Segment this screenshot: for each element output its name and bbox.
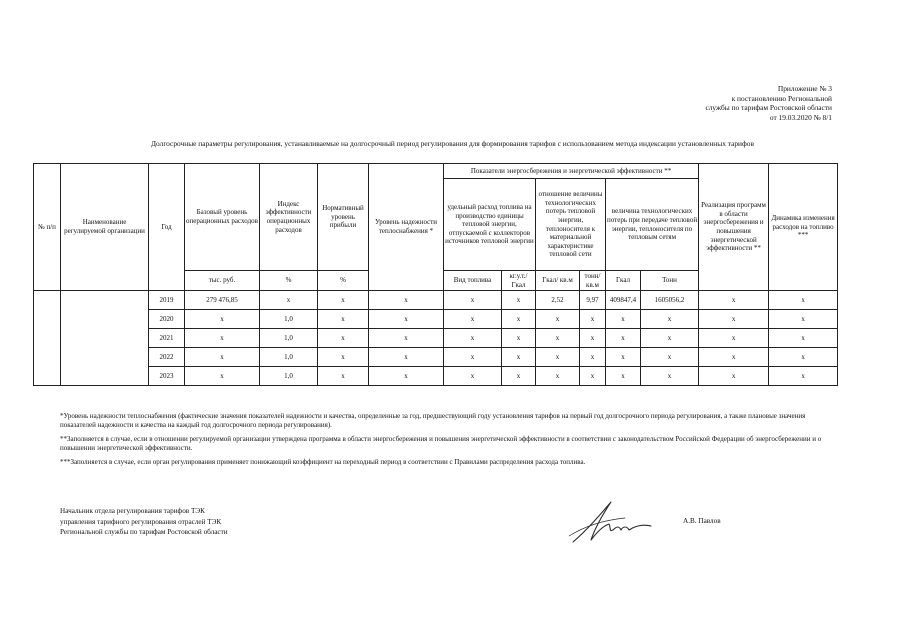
cell-fuel-rate: x	[502, 291, 536, 310]
cell-profit: x	[318, 367, 369, 386]
row-org-cell	[61, 291, 149, 386]
cell-programs: x	[699, 348, 769, 367]
cell-fuel-kind: x	[444, 291, 502, 310]
cell-reliability: x	[369, 348, 444, 367]
cell-year: 2019	[149, 291, 185, 310]
cell-reliability: x	[369, 310, 444, 329]
header-technological-losses: величина технологических потерь при передаче тепловой энергии, теплоносителя по тепловым сетям	[606, 179, 699, 271]
cell-index: 1,0	[260, 367, 318, 386]
cell-losses-heat: x	[606, 310, 641, 329]
cell-losses-heat: 409847,4	[606, 291, 641, 310]
cell-losses-heat: x	[606, 348, 641, 367]
cell-fuel-kind: x	[444, 329, 502, 348]
cell-fuel-kind: x	[444, 367, 502, 386]
appendix-line-3: службы по тарифам Ростовской области	[705, 103, 832, 113]
cell-base: 279 476,85	[185, 291, 260, 310]
unit-loss-ratio-heat: Гкал/ кв.м	[536, 271, 580, 291]
cell-loss-ratio-heat: 2,52	[536, 291, 580, 310]
appendix-header	[705, 84, 832, 122]
handwritten-signature	[565, 496, 657, 548]
cell-base: x	[185, 367, 260, 386]
signatory-line-2: управления тарифного регулирования отраслей ТЭК	[60, 517, 222, 526]
header-efficiency-index: Индекс эффективности операционных расходов	[260, 164, 318, 271]
unit-base: тыс. руб.	[185, 271, 260, 291]
parameters-table	[33, 163, 838, 386]
cell-programs: x	[699, 367, 769, 386]
header-fuel-dynamics: Динамика изменения расходов на топливо ***	[769, 164, 838, 291]
cell-losses-heat: x	[606, 367, 641, 386]
cell-fuel-kind: x	[444, 348, 502, 367]
cell-reliability: x	[369, 291, 444, 310]
table-row	[34, 310, 838, 329]
unit-losses-heat: Гкал	[606, 271, 641, 291]
cell-dynamics: x	[769, 348, 838, 367]
cell-loss-ratio-heat: x	[536, 329, 580, 348]
cell-losses-carrier: x	[641, 367, 699, 386]
cell-dynamics: x	[769, 310, 838, 329]
table-row	[34, 329, 838, 348]
header-reliability: Уровень надежности теплоснабжения *	[369, 164, 444, 291]
signatory-position	[60, 506, 228, 538]
header-loss-ratio: отношение величины технологических потерь тепловой энергии, теплоносителя к материальной характеристике тепловой сети	[536, 179, 606, 271]
header-programs: Реализация программ в области энергосбережения и повышения энергетической эффективности **	[699, 164, 769, 291]
cell-fuel-rate: x	[502, 348, 536, 367]
footnote-2: **Заполняется в случае, если в отношении регулируемой организации утверждена программа в области энергосбережения и повышения энергетической эффективности в соответствии с законодательством Российской Федерации об энергосбережении и о повышении энергетической эффективности.	[60, 434, 822, 453]
appendix-line-2: к постановлению Региональной	[731, 93, 832, 103]
cell-base: x	[185, 348, 260, 367]
unit-index: %	[260, 271, 318, 291]
cell-index: 1,0	[260, 348, 318, 367]
cell-programs: x	[699, 291, 769, 310]
table-row	[34, 367, 838, 386]
signatory-line-1: Начальник отдела регулирования тарифов ТЭК	[60, 507, 205, 515]
header-profit-level: Нормативный уровень прибыли	[318, 164, 369, 271]
cell-year: 2023	[149, 367, 185, 386]
cell-loss-ratio-carrier: x	[580, 310, 606, 329]
cell-loss-ratio-heat: x	[536, 310, 580, 329]
cell-index: 1,0	[260, 329, 318, 348]
header-energy-indicators: Показатели энергосбережения и энергетической эффективности **	[444, 164, 699, 179]
table-row	[34, 348, 838, 367]
header-base-costs: Базовый уровень операционных расходов	[185, 164, 260, 271]
cell-dynamics: x	[769, 329, 838, 348]
cell-losses-heat: x	[606, 329, 641, 348]
unit-fuel-rate: кг.у.т./Гкал	[502, 271, 536, 291]
appendix-line-1: Приложение № 3	[777, 84, 832, 93]
signatory-line-3: Региональной службы по тарифам Ростовской области	[60, 528, 228, 537]
cell-year: 2022	[149, 348, 185, 367]
cell-base: x	[185, 329, 260, 348]
unit-profit: %	[318, 271, 369, 291]
cell-index: x	[260, 291, 318, 310]
table-row	[34, 291, 838, 310]
cell-fuel-rate: x	[502, 367, 536, 386]
cell-losses-carrier: x	[641, 310, 699, 329]
cell-loss-ratio-heat: x	[536, 348, 580, 367]
cell-profit: x	[318, 291, 369, 310]
row-num-cell	[34, 291, 61, 386]
cell-profit: x	[318, 310, 369, 329]
cell-fuel-rate: x	[502, 329, 536, 348]
cell-loss-ratio-carrier: x	[580, 367, 606, 386]
cell-loss-ratio-carrier: x	[580, 329, 606, 348]
header-year: Год	[149, 164, 185, 291]
header-org: Наименование регулируемой организации	[61, 164, 149, 291]
footnote-3: ***Заполняется в случае, если орган регулирования применяет понижающий коэффициент на переходный период в соответствии с Правилами распределения расхода топлива.	[60, 457, 586, 466]
cell-loss-ratio-carrier: 9,97	[580, 291, 606, 310]
document-title: Долгосрочные параметры регулирования, устанавливаемые на долгосрочный период регулирования для формирования тарифов с использованием метода индексации установленных тарифов	[151, 139, 754, 148]
cell-reliability: x	[369, 329, 444, 348]
signatory-name: А.В. Павлов	[683, 517, 721, 525]
cell-programs: x	[699, 329, 769, 348]
unit-fuel-kind: Вид топлива	[444, 271, 502, 291]
cell-reliability: x	[369, 367, 444, 386]
cell-losses-carrier: 1605056,2	[641, 291, 699, 310]
cell-losses-carrier: x	[641, 329, 699, 348]
cell-fuel-kind: x	[444, 310, 502, 329]
footnotes	[60, 412, 838, 471]
cell-dynamics: x	[769, 367, 838, 386]
cell-year: 2021	[149, 329, 185, 348]
cell-dynamics: x	[769, 291, 838, 310]
appendix-line-4: от 19.03.2020 № 8/1	[769, 112, 832, 122]
cell-year: 2020	[149, 310, 185, 329]
cell-profit: x	[318, 348, 369, 367]
cell-programs: x	[699, 310, 769, 329]
unit-losses-carrier: Тонн	[641, 271, 699, 291]
footnote-1: *Уровень надежности теплоснабжения (фактические значения показателей надежности и качества, определенные за год, предшествующий году установления тарифов на первый год долгосрочного периода регулирования, а также плановые значения показателей надежности и качества на каждый год долгосрочного периода регулирования).	[60, 412, 806, 430]
cell-index: 1,0	[260, 310, 318, 329]
cell-loss-ratio-heat: x	[536, 367, 580, 386]
cell-base: x	[185, 310, 260, 329]
unit-loss-ratio-carrier: тонн/кв.м	[580, 271, 606, 291]
cell-profit: x	[318, 329, 369, 348]
header-fuel-rate: удельный расход топлива на производство единицы тепловой энергии, отпускаемой с коллекторов источников тепловой энергии	[444, 179, 536, 271]
cell-losses-carrier: x	[641, 348, 699, 367]
header-num: № п/п	[34, 164, 61, 291]
cell-fuel-rate: x	[502, 310, 536, 329]
cell-loss-ratio-carrier: x	[580, 348, 606, 367]
